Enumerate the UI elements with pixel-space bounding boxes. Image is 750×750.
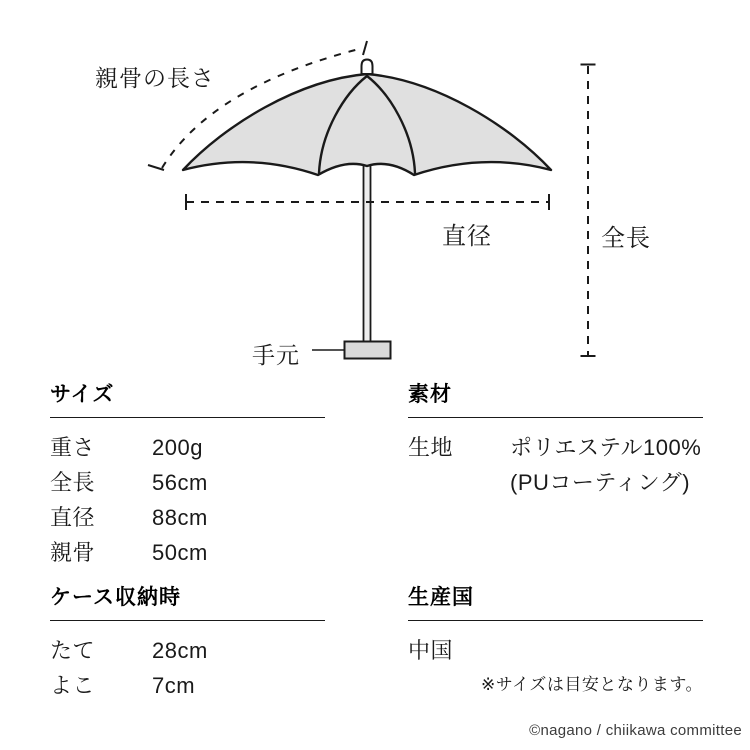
spec-row-fabric (408, 430, 703, 500)
row-label: よこ (50, 673, 96, 698)
material-rows (408, 430, 703, 500)
row-value: 56cm (152, 470, 208, 495)
rib-length-dim-tick-top (363, 41, 367, 55)
row-value: 88cm (152, 505, 208, 530)
row-label: 直径 (50, 505, 96, 530)
material-section-rule (408, 417, 703, 418)
spec-row-rib (50, 535, 325, 570)
origin-section-rule (408, 620, 703, 621)
diameter-label: 直径 (442, 223, 492, 250)
umbrella-canopy (183, 74, 551, 175)
spec-row-total-length (50, 465, 325, 500)
rib-length-label: 親骨の長さ (95, 65, 215, 91)
origin-section-title: 生産国 (408, 586, 474, 609)
size-section-rule (50, 417, 325, 418)
spec-row-origin-country (408, 633, 703, 668)
row-label: 重さ (50, 435, 96, 460)
row-label: 生地 (408, 435, 454, 460)
case-section-rule (50, 620, 325, 621)
row-value: 28cm (152, 638, 208, 663)
origin-section (408, 586, 703, 702)
size-disclaimer-note: ※サイズは目安となります。 (480, 675, 703, 694)
case-rows (50, 633, 325, 703)
row-value: 50cm (152, 540, 208, 565)
spec-row-case-width (50, 668, 325, 703)
size-section (50, 383, 325, 570)
spec-row-diameter (50, 500, 325, 535)
fabric-value-line1: ポリエステル100% (510, 435, 702, 460)
row-label: 親骨 (50, 540, 96, 565)
origin-country-value: 中国 (408, 638, 454, 663)
size-section-title: サイズ (50, 383, 115, 406)
handle-label: 手元 (252, 342, 300, 368)
umbrella-handle (345, 342, 391, 359)
case-section (50, 586, 325, 703)
material-section (408, 383, 703, 500)
row-label: たて (50, 638, 96, 663)
row-value (510, 430, 703, 500)
fabric-value-line2: (PUコーティング) (510, 470, 691, 495)
row-value: 200g (152, 435, 203, 460)
row-value: 7cm (152, 673, 196, 698)
row-label: 全長 (50, 470, 96, 495)
size-rows (50, 430, 325, 570)
total-length-label: 全長 (601, 225, 651, 252)
origin-rows (408, 633, 703, 668)
spec-row-case-height (50, 633, 325, 668)
copyright-text: ©nagano / chiikawa committee (529, 722, 742, 739)
case-section-title: ケース収納時 (50, 586, 181, 609)
umbrella-top-knob-icon (362, 60, 373, 75)
material-section-title: 素材 (408, 383, 452, 406)
spec-row-weight (50, 430, 325, 465)
